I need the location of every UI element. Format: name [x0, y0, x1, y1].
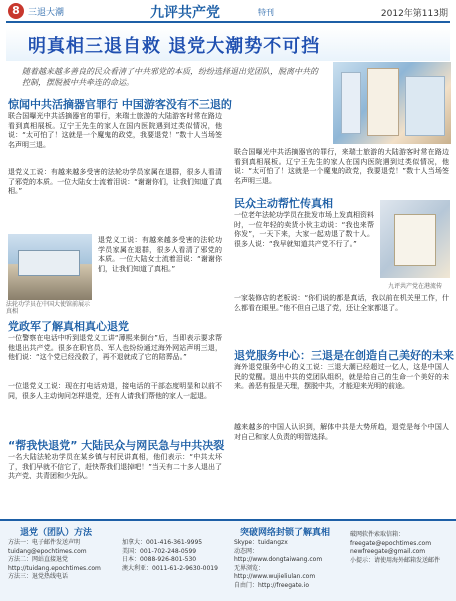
book-photo: [380, 200, 450, 278]
book-image: [341, 72, 361, 134]
section-name: 三退大潮: [28, 8, 65, 18]
article-body: 一位退党义工说：现在打电话劝退，接电话的干部态度明显和以前不同，很多人主动询问怎样退党，还有人请我们帮他的家人一起退。: [8, 382, 222, 400]
header-divider: [6, 21, 450, 23]
section-title-spread-truth: 民众主动帮忙传真相: [234, 197, 333, 210]
book-image: [405, 76, 445, 136]
section-title-help-quit: “帮我快退党” 大陆民众与网民急与中共决裂: [8, 439, 225, 452]
publication-title: 九评共产党: [150, 5, 220, 21]
book-image: [394, 214, 436, 266]
break-block-title: 突破网络封锁了解真相: [240, 528, 331, 538]
quit-method-title: 退党（团队）方法: [20, 528, 93, 538]
top-photo: [333, 62, 451, 144]
issue-date: 2012年第113期: [380, 9, 448, 19]
banner-shape: [18, 250, 80, 276]
article-body: 退党义工说：有越来越多受害的法轮功学员家属在退群，很多人看清了邪党的本质。一位大陆女士流着泪说：“谢谢你们，让我们知道了真相。”: [8, 168, 222, 195]
special-edition-label: 特刊: [258, 8, 274, 17]
article-body: 一位老年法轮功学员在批发市场上发真相资料时，一位年轻的卖货小伙主动说：“我也来帮你发”，一天下来，大家一起劝退了数十人。很多人说：“我早就知道共产党不行了。”: [234, 211, 374, 248]
protest-photo: [8, 234, 92, 300]
section-title-service-center: 退党服务中心：三退是在创造自己美好的未来: [234, 349, 454, 362]
article-body: 联合国曝光中共活摘器官的罪行，来瑞士旅游的大陆游客时常在路边看到真相展板。辽宁王先生的家人在国内医院遇到过类似情况，他说：“太可怕了！这就是一个魔鬼的政党，我要退党！”数十人当场签名声明三退。: [234, 148, 449, 185]
article-body: 一家装修店的老板说：“你们说的都是真话，我以前在机关里工作，什么都看在眼里。”他不但自己退了党，还让全家都退了。: [234, 294, 449, 312]
lead-paragraph: 随着越来越多善良的民众看清了中共邪党的本质，纷纷选择退出党团队，脱离中共的控制，摆脱被中共牵连的命运。: [22, 67, 318, 87]
footer-info-bar: [0, 519, 456, 601]
article-body: 一位警察在电话中听到退党义工讲“薄熙来倒台”后，当即表示要求帮他退出共产党。很多在职官员、军人也纷纷通过海外网站声明三退，他们说：“这个党已经没救了，再不退就成了它的陪葬品。”: [8, 334, 222, 361]
section-title-organ-harvest: 惊闻中共活摘器官罪行 中国游客没有不三退的: [8, 98, 232, 111]
book-image: [367, 68, 399, 136]
quit-method-text: 方法一：电子邮件发送声明 tuidang@epochtimes.com 方法二：网站直接退党 http://tuidang.epochtimes.com 方法三：退党热线电话: [8, 539, 101, 580]
break-block-text: Skype：tuidangzx 动态网：http://www.dongtaiwang.com 无界浏览：http://www.wujieliulan.com 自由门：http://freegate.io: [234, 539, 323, 589]
article-body: 退党义工说：有越来越多受害的法轮功学员家属在退群，很多人看清了邪党的本质。一位大陆女士流着泪说：“谢谢你们，让我们知道了真相。”: [98, 236, 222, 273]
photo-caption: 九评共产党在港流传: [387, 283, 442, 290]
photo-caption: 法轮功学员在中国大使馆前展示真相: [6, 301, 91, 315]
section-title-party-officials: 党政军了解真相真心退党: [8, 320, 129, 333]
hotline-text: 加拿大：001-416-361-9995 美国：001-702-248-0599 日本：0088-926-801-530 澳大利亚：0011-61-2-9630-0019: [122, 539, 218, 572]
article-body: 越来越多的中国人认识到，解体中共是大势所趋，退党是每个中国人对自己和家人负责的明智选择。: [234, 423, 449, 441]
main-headline: 明真相三退自救 退党大潮势不可挡: [28, 36, 321, 57]
page-header: [0, 0, 456, 22]
article-body: 海外退党服务中心的义工说：三退大潮已经超过一亿人，这是中国人民的觉醒。退出中共的党团队组织，就是给自己的生命一个美好的未来。善恶有报是天理，摆脱中共，才能迎来光明的前途。: [234, 363, 449, 390]
software-request-text: 破网软件索取信箱： freegate@epochtimes.com newfreegate@gmail.com 小提示：请使用海外邮箱发送邮件: [350, 531, 441, 564]
article-body: 一名大陆法轮功学员在某乡镇与村民讲真相，他们表示：“中共太坏了，我们早就不信它了，赶快帮我们退掉吧！”当天有二十多人退出了共产党、共青团和少先队。: [8, 453, 222, 480]
article-body: 联合国曝光中共活摘器官的罪行，来瑞士旅游的大陆游客时常在路边看到真相展板。辽宁王先生的家人在国内医院遇到过类似情况，他说：“太可怕了！这就是一个魔鬼的政党，我要退党！”数十人当场签名声明三退。: [8, 112, 222, 149]
page-number: 8: [8, 3, 24, 19]
